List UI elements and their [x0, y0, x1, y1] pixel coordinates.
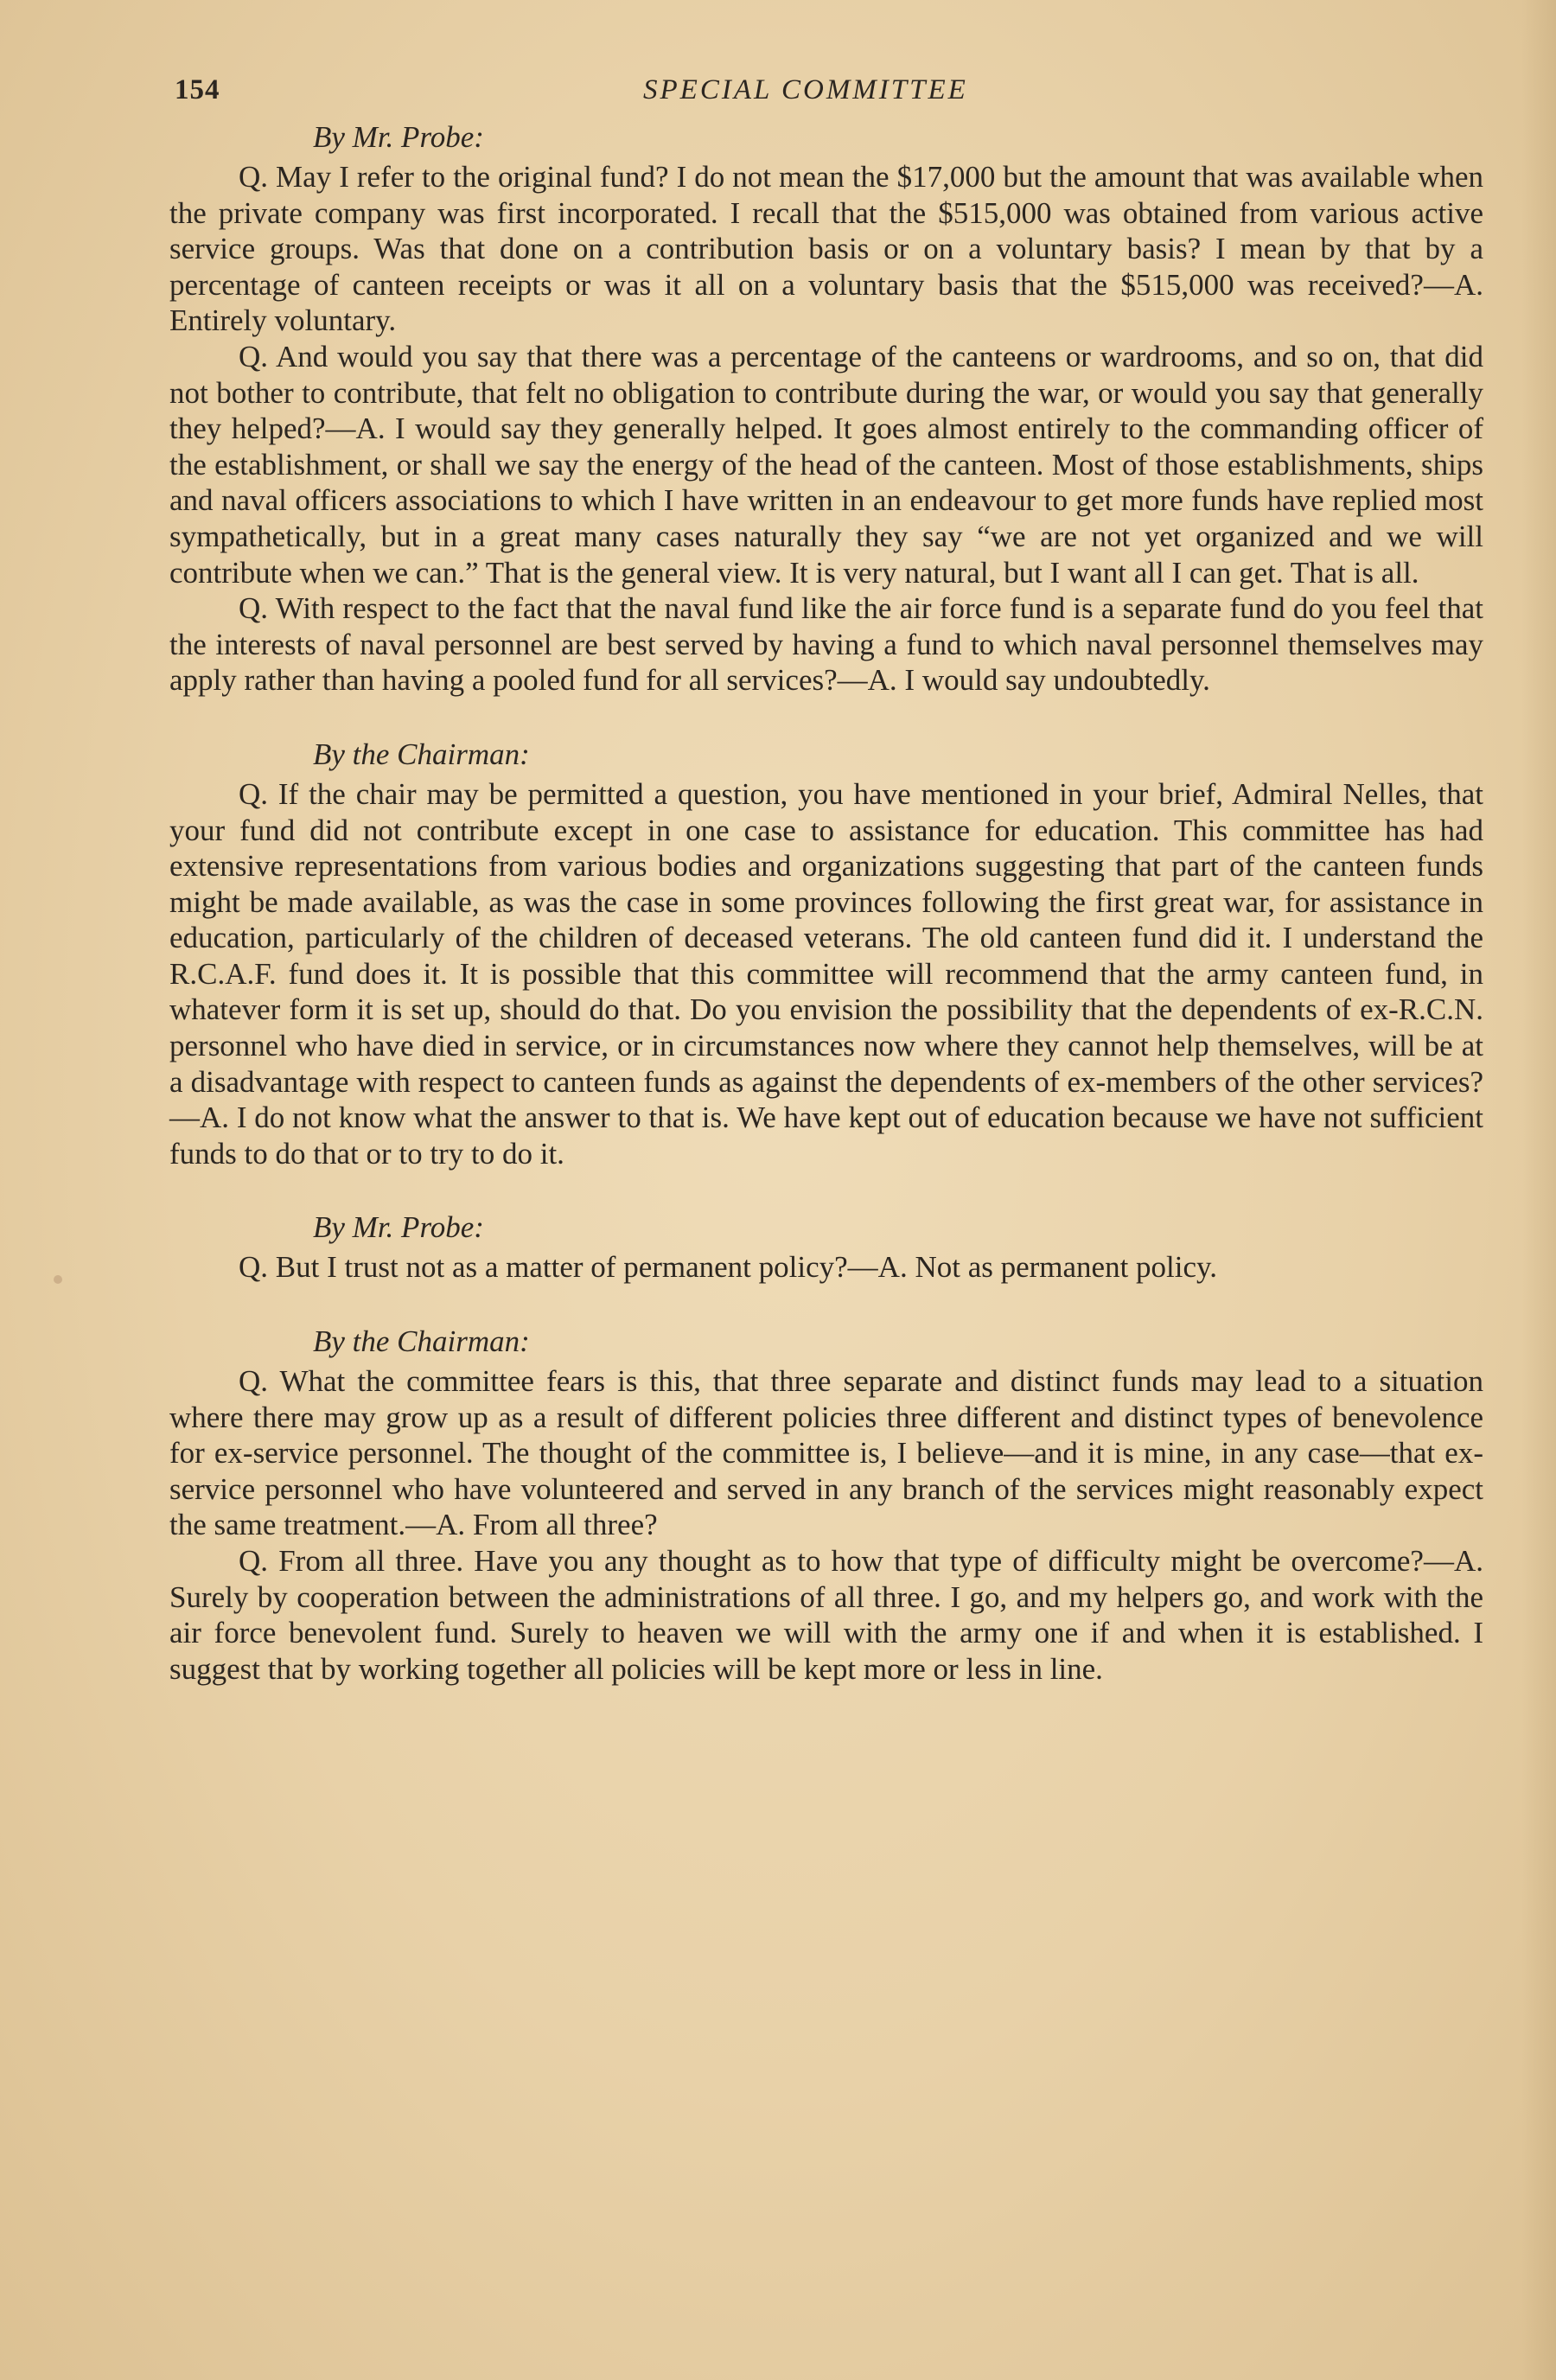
running-head: SPECIAL COMMITTEE [643, 74, 968, 105]
speaker-heading: By Mr. Probe: [313, 120, 484, 154]
document-page [169, 71, 1483, 1687]
qa-paragraph: Q. If the chair may be permitted a question, you have mentioned in your brief, Admiral Nelles, that your fund did not contribute except in one case to assistance for education. This committee has had extensive representations from various bodies and organizations suggesting that part of the canteen funds might be made available, as was the case in some provinces following the first great war, for assistance in education, particularly of the children of deceased veterans. The old canteen fund did it. I understand the R.C.A.F. fund does it. It is possible that this committee will recommend that the army canteen fund, in whatever form it is set up, should do that. Do you envision the possibility that the dependents of ex-R.C.N. personnel who have died in service, or in circumstances now where they cannot help themselves, will be at a disadvantage with respect to canteen funds as against the dependents of ex-members of the other services?—A. I do not know what the answer to that is. We have kept out of education because we have not sufficient funds to do that or to try to do it. [169, 776, 1483, 1171]
qa-paragraph: Q. What the committee fears is this, that three separate and distinct funds may lead to a situation where there may grow up as a result of different policies three different and distinct types of benevolence for ex-service personnel. The thought of the committee is, I believe—and it is mine, in any case—that ex-service personnel who have volunteered and served in any branch of the services might reasonably expect the same treatment.—A. From all three? [169, 1364, 1483, 1542]
section-chairman-1 [169, 737, 1483, 1172]
section-probe-2 [169, 1209, 1483, 1286]
qa-paragraph: Q. May I refer to the original fund? I do not mean the $17,000 but the amount that was available when the private company was first incorporated. I recall that the $515,000 was obtained from various active service groups. Was that done on a contribution basis or on a voluntary basis? I mean by that by a percentage of canteen receipts or was it all on a voluntary basis that the $515,000 was received?—A. Entirely voluntary. [169, 160, 1483, 338]
speaker-heading: By the Chairman: [313, 1324, 530, 1359]
qa-paragraph: Q. From all three. Have you any thought as to how that type of difficulty might be overcome?—A. Surely by cooperation between the administrations of all three. I go, and my helpers go, and work with the air force benevolent fund. Surely to heaven we will with the army one if and when it is established. I suggest that by working together all policies will be kept more or less in line. [169, 1544, 1483, 1686]
page-edge-shadow [1521, 0, 1556, 2380]
qa-paragraph: Q. And would you say that there was a percentage of the canteens or wardrooms, and so on, that did not bother to contribute, that felt no obligation to contribute during the war, or would you say that generally they helped?—A. I would say they generally helped. It goes almost entirely to the commanding officer of the establishment, or shall we say the energy of the head of the canteen. Most of those establishments, ships and naval officers associations to which I have written in an endeavour to get more funds have replied most sympathetically, but in a great many cases naturally they say “we are not yet organized and we will contribute when we can.” That is the general view. It is very natural, but I want all I can get. That is all. [169, 339, 1483, 590]
speaker-heading: By Mr. Probe: [313, 1210, 484, 1245]
paper-fleck [54, 1275, 62, 1284]
qa-paragraph: Q. But I trust not as a matter of permanent policy?—A. Not as permanent policy. [239, 1250, 1218, 1285]
section-probe-1 [169, 119, 1483, 699]
page-header [169, 71, 1483, 119]
section-chairman-2 [169, 1324, 1483, 1687]
page-number: 154 [175, 74, 220, 105]
qa-paragraph: Q. With respect to the fact that the naval fund like the air force fund is a separate fund do you feel that the interests of naval personnel are best served by having a fund to which naval personnel themselves may apply rather than having a pooled fund for all services?—A. I would say undoubtedly. [169, 591, 1483, 698]
speaker-heading: By the Chairman: [313, 737, 530, 771]
